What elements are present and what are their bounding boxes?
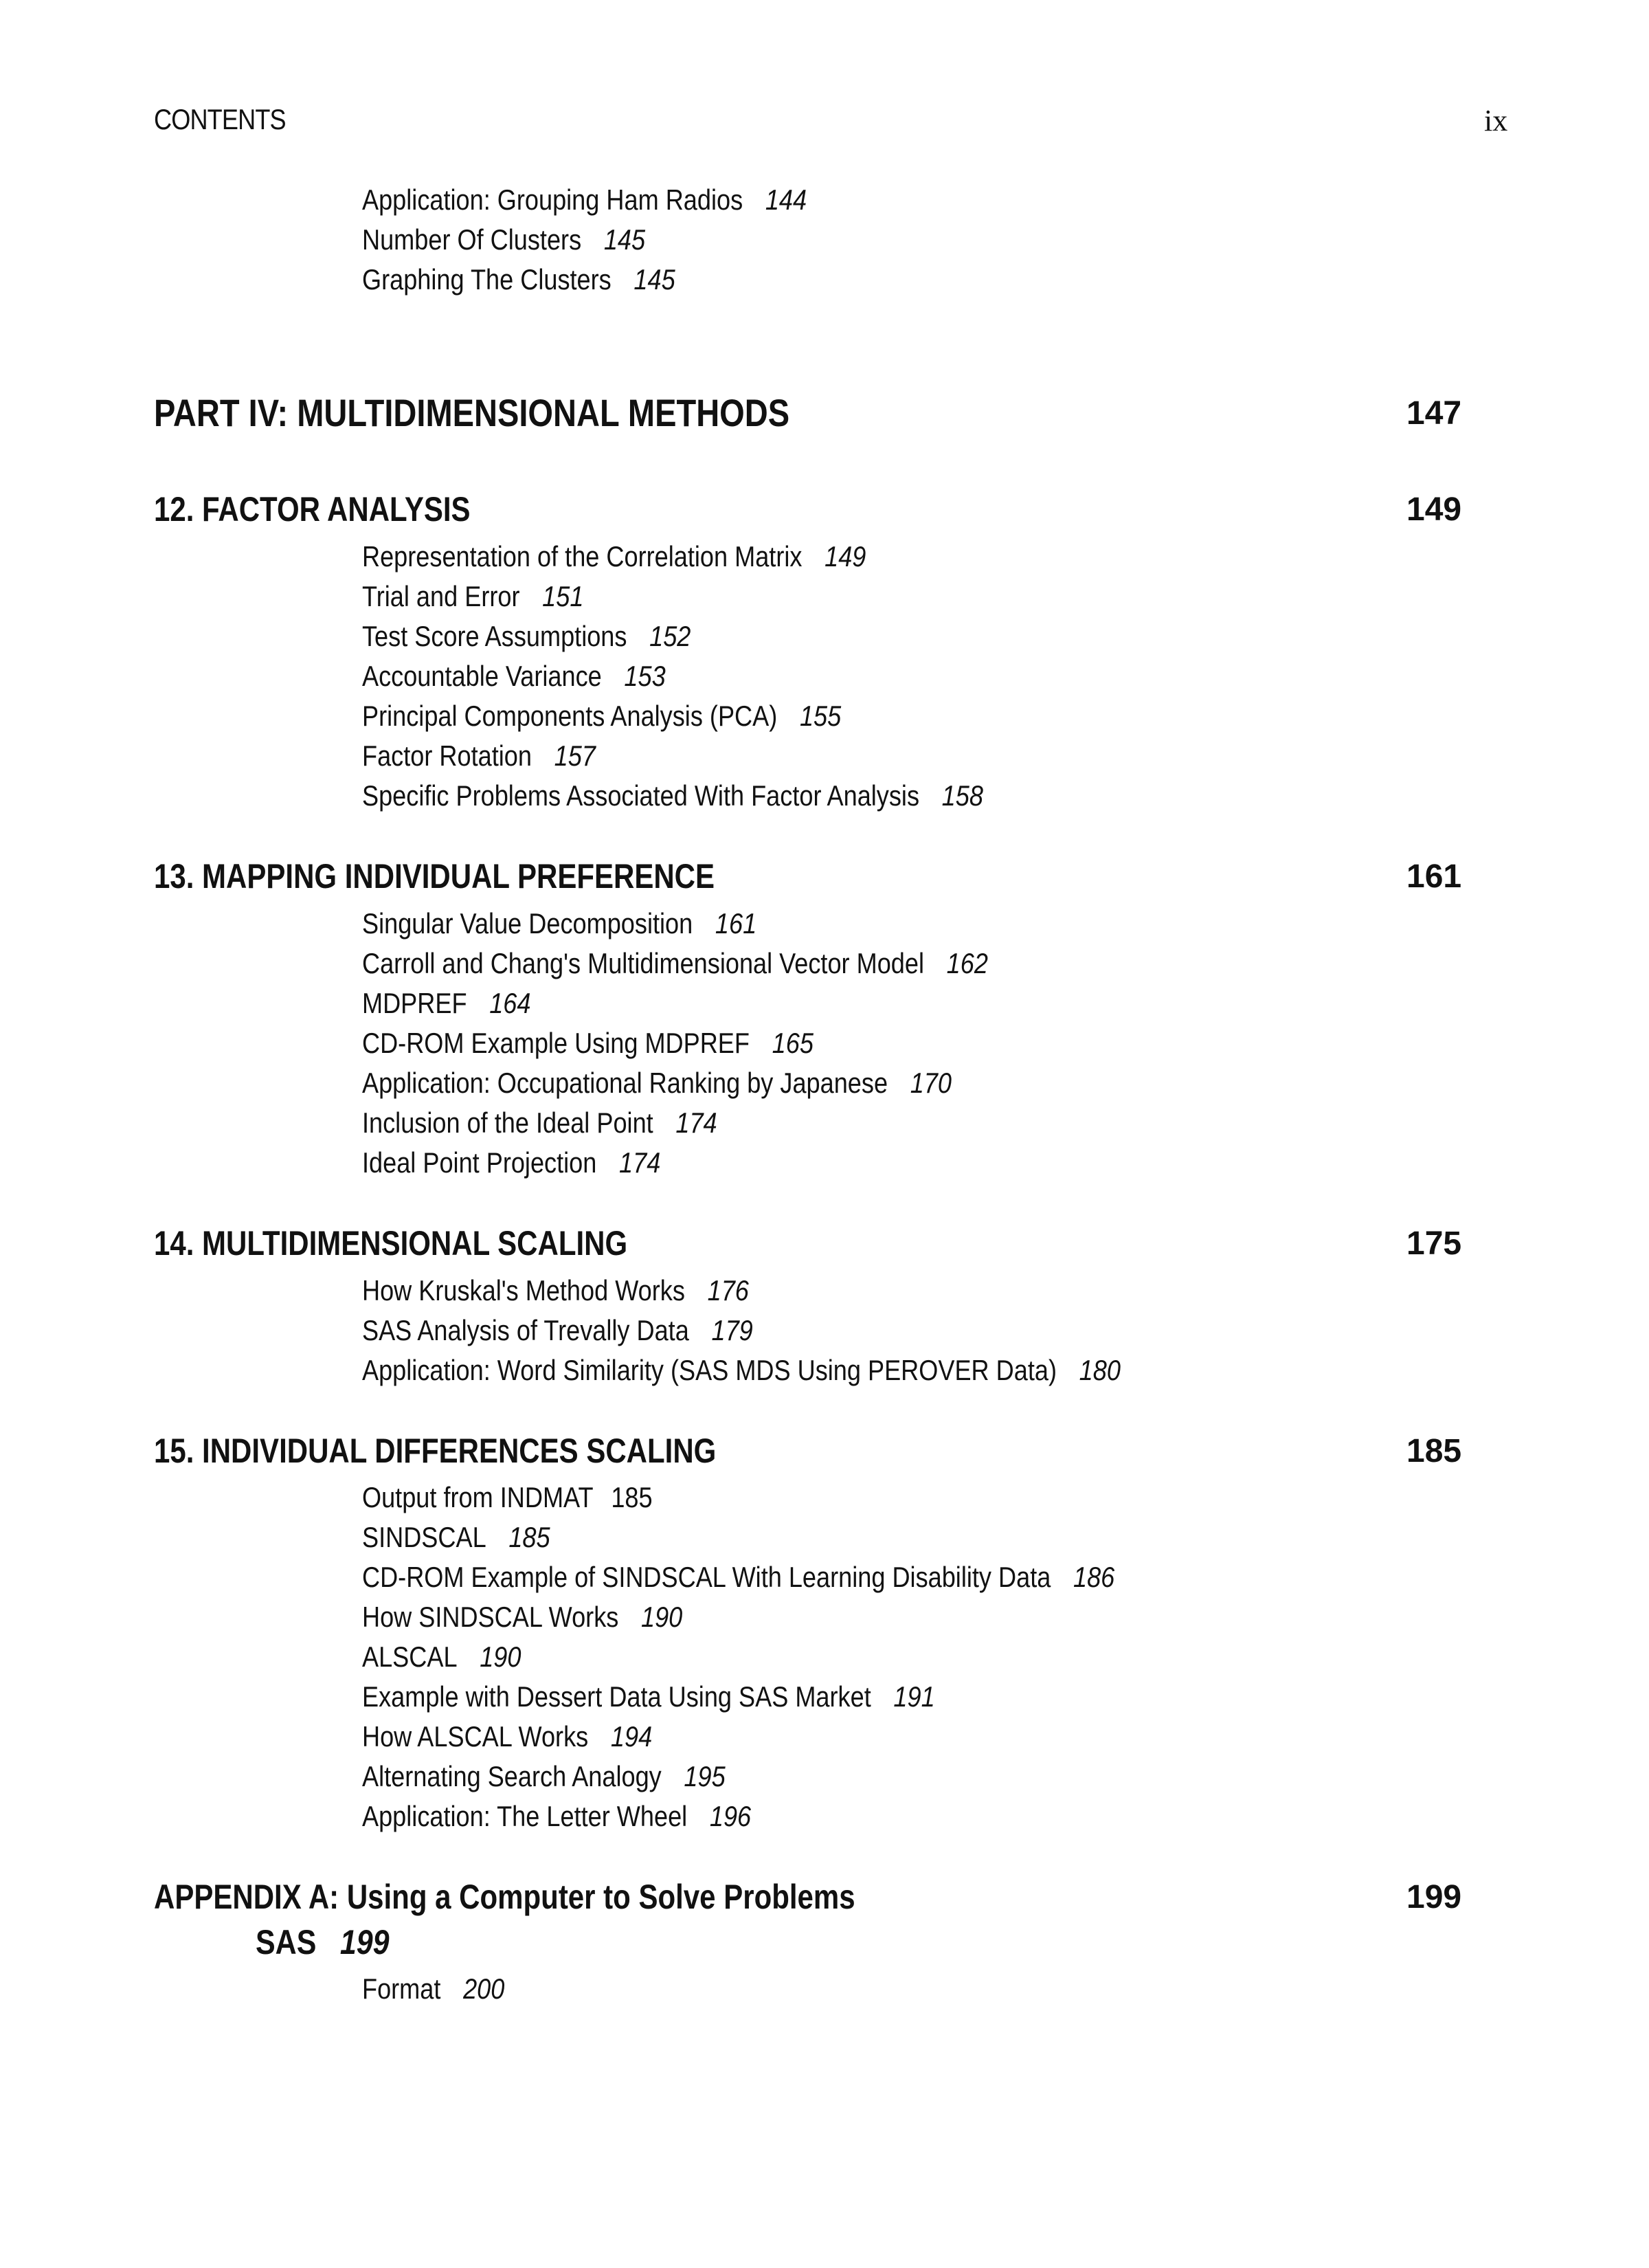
part-heading: PART IV: MULTIDIMENSIONAL METHODS [154, 391, 790, 434]
entry-page: 176 [707, 1274, 749, 1307]
entry-page: 145 [603, 223, 646, 256]
entry-page: 180 [1079, 1354, 1121, 1386]
entry-page: 165 [772, 1027, 814, 1059]
entry-title: Example with Dessert Data Using SAS Market [362, 1680, 871, 1713]
entry-title: Number Of Clusters [362, 223, 582, 256]
entry-page: 161 [715, 907, 757, 940]
entry-page: 151 [542, 580, 584, 612]
entry-page: 186 [1073, 1561, 1115, 1593]
chapter-page: 161 [1406, 858, 1462, 895]
entry-page: 152 [649, 620, 691, 652]
entry-title: Principal Components Analysis (PCA) [362, 700, 778, 732]
sub-heading-page: 199 [339, 1923, 390, 1961]
entry-title: How ALSCAL Works [362, 1720, 589, 1753]
toc-entry [362, 537, 1248, 577]
chapter-page: 149 [1406, 491, 1462, 528]
part-page: 147 [1406, 395, 1462, 432]
toc-entry [362, 1103, 1248, 1143]
toc-entry [362, 776, 1248, 816]
toc-entry [362, 1271, 1248, 1311]
entry-page: 185 [508, 1521, 550, 1553]
entry-title: How SINDSCAL Works [362, 1601, 619, 1633]
appendix-heading: APPENDIX A: Using a Computer to Solve Problems [154, 1878, 855, 1916]
chapter-heading: 12. FACTOR ANALYSIS [154, 490, 471, 529]
toc-entry [362, 577, 1248, 616]
chapter-entry-list [362, 1478, 1393, 1836]
entry-title: Output from INDMAT [362, 1481, 594, 1513]
toc-entry [362, 1350, 1248, 1390]
entry-title: Singular Value Decomposition [362, 907, 693, 940]
entry-title: ALSCAL [362, 1641, 458, 1673]
toc-entry [362, 180, 1248, 220]
entry-page: 185 [611, 1481, 653, 1513]
appendix-page: 199 [1406, 1879, 1462, 1915]
entry-page: 200 [463, 1972, 505, 2005]
toc-entry [362, 1023, 1248, 1063]
entry-title: Specific Problems Associated With Factor Analysis [362, 779, 920, 812]
entry-page: 174 [619, 1146, 661, 1179]
toc-entry [362, 656, 1248, 696]
chapter-heading: 13. MAPPING INDIVIDUAL PREFERENCE [154, 857, 715, 896]
chapter-page: 185 [1406, 1433, 1462, 1469]
entry-title: Ideal Point Projection [362, 1146, 597, 1179]
chapter-heading: 14. MULTIDIMENSIONAL SCALING [154, 1224, 628, 1263]
toc-entry [362, 1311, 1248, 1350]
entry-page: 144 [765, 184, 807, 216]
entry-title: SAS Analysis of Trevally Data [362, 1314, 689, 1346]
entry-page: 195 [684, 1760, 726, 1792]
toc-entry [362, 1797, 1248, 1836]
entry-title: How Kruskal's Method Works [362, 1274, 685, 1307]
entry-page: 174 [675, 1107, 717, 1139]
entry-page: 190 [641, 1601, 683, 1633]
chapter-heading: 15. INDIVIDUAL DIFFERENCES SCALING [154, 1432, 717, 1470]
chapter-entry-list [362, 904, 1393, 1183]
entry-title: Test Score Assumptions [362, 620, 627, 652]
entry-title: Application: Word Similarity (SAS MDS Using PEROVER Data) [362, 1354, 1057, 1386]
toc-entry [362, 616, 1248, 656]
toc-entry [362, 260, 1248, 300]
entry-title: Inclusion of the Ideal Point [362, 1107, 653, 1139]
entry-page: 194 [610, 1720, 653, 1753]
intro-entry-list [362, 180, 1393, 300]
entry-page: 153 [624, 660, 666, 692]
entry-title: Trial and Error [362, 580, 520, 612]
toc-entry [362, 983, 1248, 1023]
entry-title: Factor Rotation [362, 740, 532, 772]
entry-page: 196 [709, 1800, 752, 1832]
entry-title: Representation of the Correlation Matrix [362, 540, 803, 572]
entry-page: 179 [711, 1314, 753, 1346]
entry-title: Application: Grouping Ham Radios [362, 184, 743, 216]
appendix-sub-heading [256, 1922, 390, 1962]
entry-title: Alternating Search Analogy [362, 1760, 662, 1792]
toc-entry [362, 1597, 1248, 1637]
toc-entry [362, 1063, 1248, 1103]
toc-entry [362, 1557, 1248, 1597]
toc-entry [362, 736, 1248, 776]
entry-title: CD-ROM Example of SINDSCAL With Learning Disability Data [362, 1561, 1051, 1593]
toc-entry [362, 1478, 1248, 1517]
entry-title: SINDSCAL [362, 1521, 486, 1553]
entry-page: 164 [489, 987, 531, 1019]
toc-entry [362, 696, 1248, 736]
entry-title: Format [362, 1972, 441, 2005]
entry-page: 155 [799, 700, 842, 732]
entry-page: 190 [480, 1641, 521, 1673]
toc-entry [362, 1969, 1248, 2009]
entry-title: CD-ROM Example Using MDPREF [362, 1027, 750, 1059]
toc-entry [362, 1143, 1248, 1183]
running-head: CONTENTS [154, 103, 286, 135]
entry-page: 170 [910, 1067, 952, 1099]
chapter-page: 175 [1406, 1225, 1462, 1262]
entry-page: 191 [893, 1680, 935, 1713]
entry-title: Graphing The Clusters [362, 263, 612, 296]
appendix-entry-list [362, 1969, 1393, 2009]
entry-title: Application: The Letter Wheel [362, 1800, 688, 1832]
toc-entry [362, 1517, 1248, 1557]
toc-entry [362, 904, 1248, 944]
entry-page: 145 [633, 263, 675, 296]
toc-entry [362, 1717, 1248, 1757]
toc-entry [362, 1677, 1248, 1717]
entry-title: MDPREF [362, 987, 467, 1019]
entry-title: Carroll and Chang's Multidimensional Vector Model [362, 947, 924, 979]
page-number: ix [1484, 104, 1508, 137]
chapter-entry-list [362, 1271, 1393, 1390]
entry-page: 162 [946, 947, 988, 979]
chapter-entry-list [362, 537, 1393, 816]
sub-heading-title: SAS [256, 1923, 317, 1961]
entry-page: 157 [554, 740, 596, 772]
toc-entry [362, 220, 1248, 260]
toc-entry [362, 944, 1248, 983]
toc-entry [362, 1757, 1248, 1797]
entry-title: Accountable Variance [362, 660, 602, 692]
entry-page: 158 [941, 779, 983, 812]
entry-title: Application: Occupational Ranking by Japanese [362, 1067, 888, 1099]
entry-page: 149 [824, 540, 866, 572]
toc-entry [362, 1637, 1248, 1677]
